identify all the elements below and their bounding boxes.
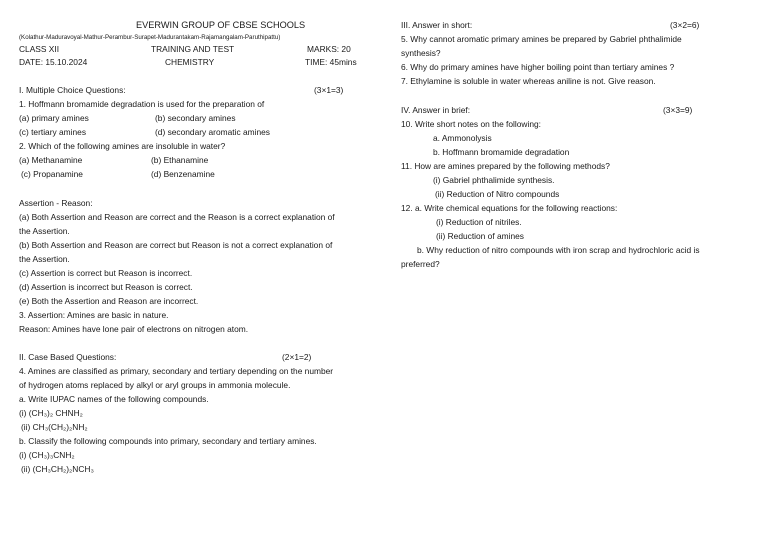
question-12a: 12. a. Write chemical equations for the following reactions: xyxy=(401,203,618,213)
question-5-line1: 5. Why cannot aromatic primary amines be prepared by Gabriel phthalimide xyxy=(401,34,682,44)
assertion-option-b-line1: (b) Both Assertion and Reason are correct but Reason is not a correct explanation of xyxy=(19,240,333,250)
section-4-marks: (3×3=9) xyxy=(663,105,693,115)
assertion-option-c: (c) Assertion is correct but Reason is incorrect. xyxy=(19,268,193,278)
question-2-option-d: (d) Benzenamine xyxy=(151,169,215,179)
assertion-option-a-line2: the Assertion. xyxy=(19,226,70,236)
question-11-i: (i) Gabriel phthalimide synthesis. xyxy=(433,175,555,185)
question-2-option-a: (a) Methanamine xyxy=(19,155,83,165)
section-1-marks: (3×1=3) xyxy=(314,85,344,95)
question-5-line2: synthesis? xyxy=(401,48,441,58)
question-7: 7. Ethylamine is soluble in water whereas aniline is not. Give reason. xyxy=(401,76,656,86)
assertion-option-e: (e) Both the Assertion and Reason are incorrect. xyxy=(19,296,199,306)
question-4-line1: 4. Amines are classified as primary, secondary and tertiary depending on the number xyxy=(19,366,334,376)
section-3-marks: (3×2=6) xyxy=(670,20,700,30)
question-4a: a. Write IUPAC names of the following compounds. xyxy=(19,394,209,404)
question-12a-ii: (ii) Reduction of amines xyxy=(436,231,524,241)
question-4-line2: of hydrogen atoms replaced by alkyl or aryl groups in ammonia molecule. xyxy=(19,380,291,390)
school-name: EVERWIN GROUP OF CBSE SCHOOLS xyxy=(136,20,306,30)
question-3-assertion: 3. Assertion: Amines are basic in nature. xyxy=(19,310,169,320)
question-2-option-c: (c) Propanamine xyxy=(21,169,83,179)
question-1-option-c: (c) tertiary amines xyxy=(19,127,87,137)
question-10-b: b. Hoffmann bromamide degradation xyxy=(433,147,570,157)
section-2-marks: (2×1=2) xyxy=(282,352,312,362)
question-11-ii: (ii) Reduction of Nitro compounds xyxy=(435,189,560,199)
question-2-option-b: (b) Ethanamine xyxy=(151,155,209,165)
question-3-reason: Reason: Amines have lone pair of electrons on nitrogen atom. xyxy=(19,324,249,334)
question-1: 1. Hoffmann bromamide degradation is used for the preparation of xyxy=(19,99,265,109)
question-4a-i: (i) (CH₃)₂ CHNH₂ xyxy=(19,408,83,418)
section-4-heading: IV. Answer in brief: xyxy=(401,105,471,115)
test-duration: TIME: 45mins xyxy=(305,57,357,67)
assertion-option-b-line2: the Assertion. xyxy=(19,254,70,264)
question-12b-line1: b. Why reduction of nitro compounds with iron scrap and hydrochloric acid is xyxy=(417,245,700,255)
question-12b-line2: preferred? xyxy=(401,259,440,269)
question-4b-ii: (ii) (CH₃CH₂)₂NCH₃ xyxy=(21,464,94,474)
question-1-option-b: (b) secondary amines xyxy=(155,113,236,123)
question-6: 6. Why do primary amines have higher boiling point than tertiary amines ? xyxy=(401,62,675,72)
class-label: CLASS XII xyxy=(19,44,60,54)
question-4a-ii: (ii) CH₃(CH₂)₂NH₂ xyxy=(21,422,88,432)
section-2-heading: II. Case Based Questions: xyxy=(19,352,117,362)
test-name: TRAINING AND TEST xyxy=(151,44,235,54)
question-12a-i: (i) Reduction of nitriles. xyxy=(436,217,522,227)
question-10: 10. Write short notes on the following: xyxy=(401,119,541,129)
question-2: 2. Which of the following amines are insoluble in water? xyxy=(19,141,226,151)
school-branches: (Kolathur-Maduravoyal-Mathur-Perambur-Surapet-Madurantakam-Rajamangalam-Paruthipattu) xyxy=(19,34,281,41)
test-date: DATE: 15.10.2024 xyxy=(19,57,88,67)
subject-name: CHEMISTRY xyxy=(165,57,215,67)
question-4b: b. Classify the following compounds into primary, secondary and tertiary amines. xyxy=(19,436,317,446)
section-1-heading: I. Multiple Choice Questions: xyxy=(19,85,126,95)
total-marks: MARKS: 20 xyxy=(307,44,351,54)
question-4b-i: (i) (CH₃)₃CNH₂ xyxy=(19,450,75,460)
question-1-option-a: (a) primary amines xyxy=(19,113,89,123)
question-10-a: a. Ammonolysis xyxy=(433,133,492,143)
section-3-heading: III. Answer in short: xyxy=(401,20,473,30)
question-1-option-d: (d) secondary aromatic amines xyxy=(155,127,270,137)
assertion-option-d: (d) Assertion is incorrect but Reason is correct. xyxy=(19,282,193,292)
assertion-reason-heading: Assertion - Reason: xyxy=(19,198,93,208)
question-11: 11. How are amines prepared by the following methods? xyxy=(401,161,610,171)
assertion-option-a-line1: (a) Both Assertion and Reason are correct and the Reason is a correct explanation of xyxy=(19,212,335,222)
